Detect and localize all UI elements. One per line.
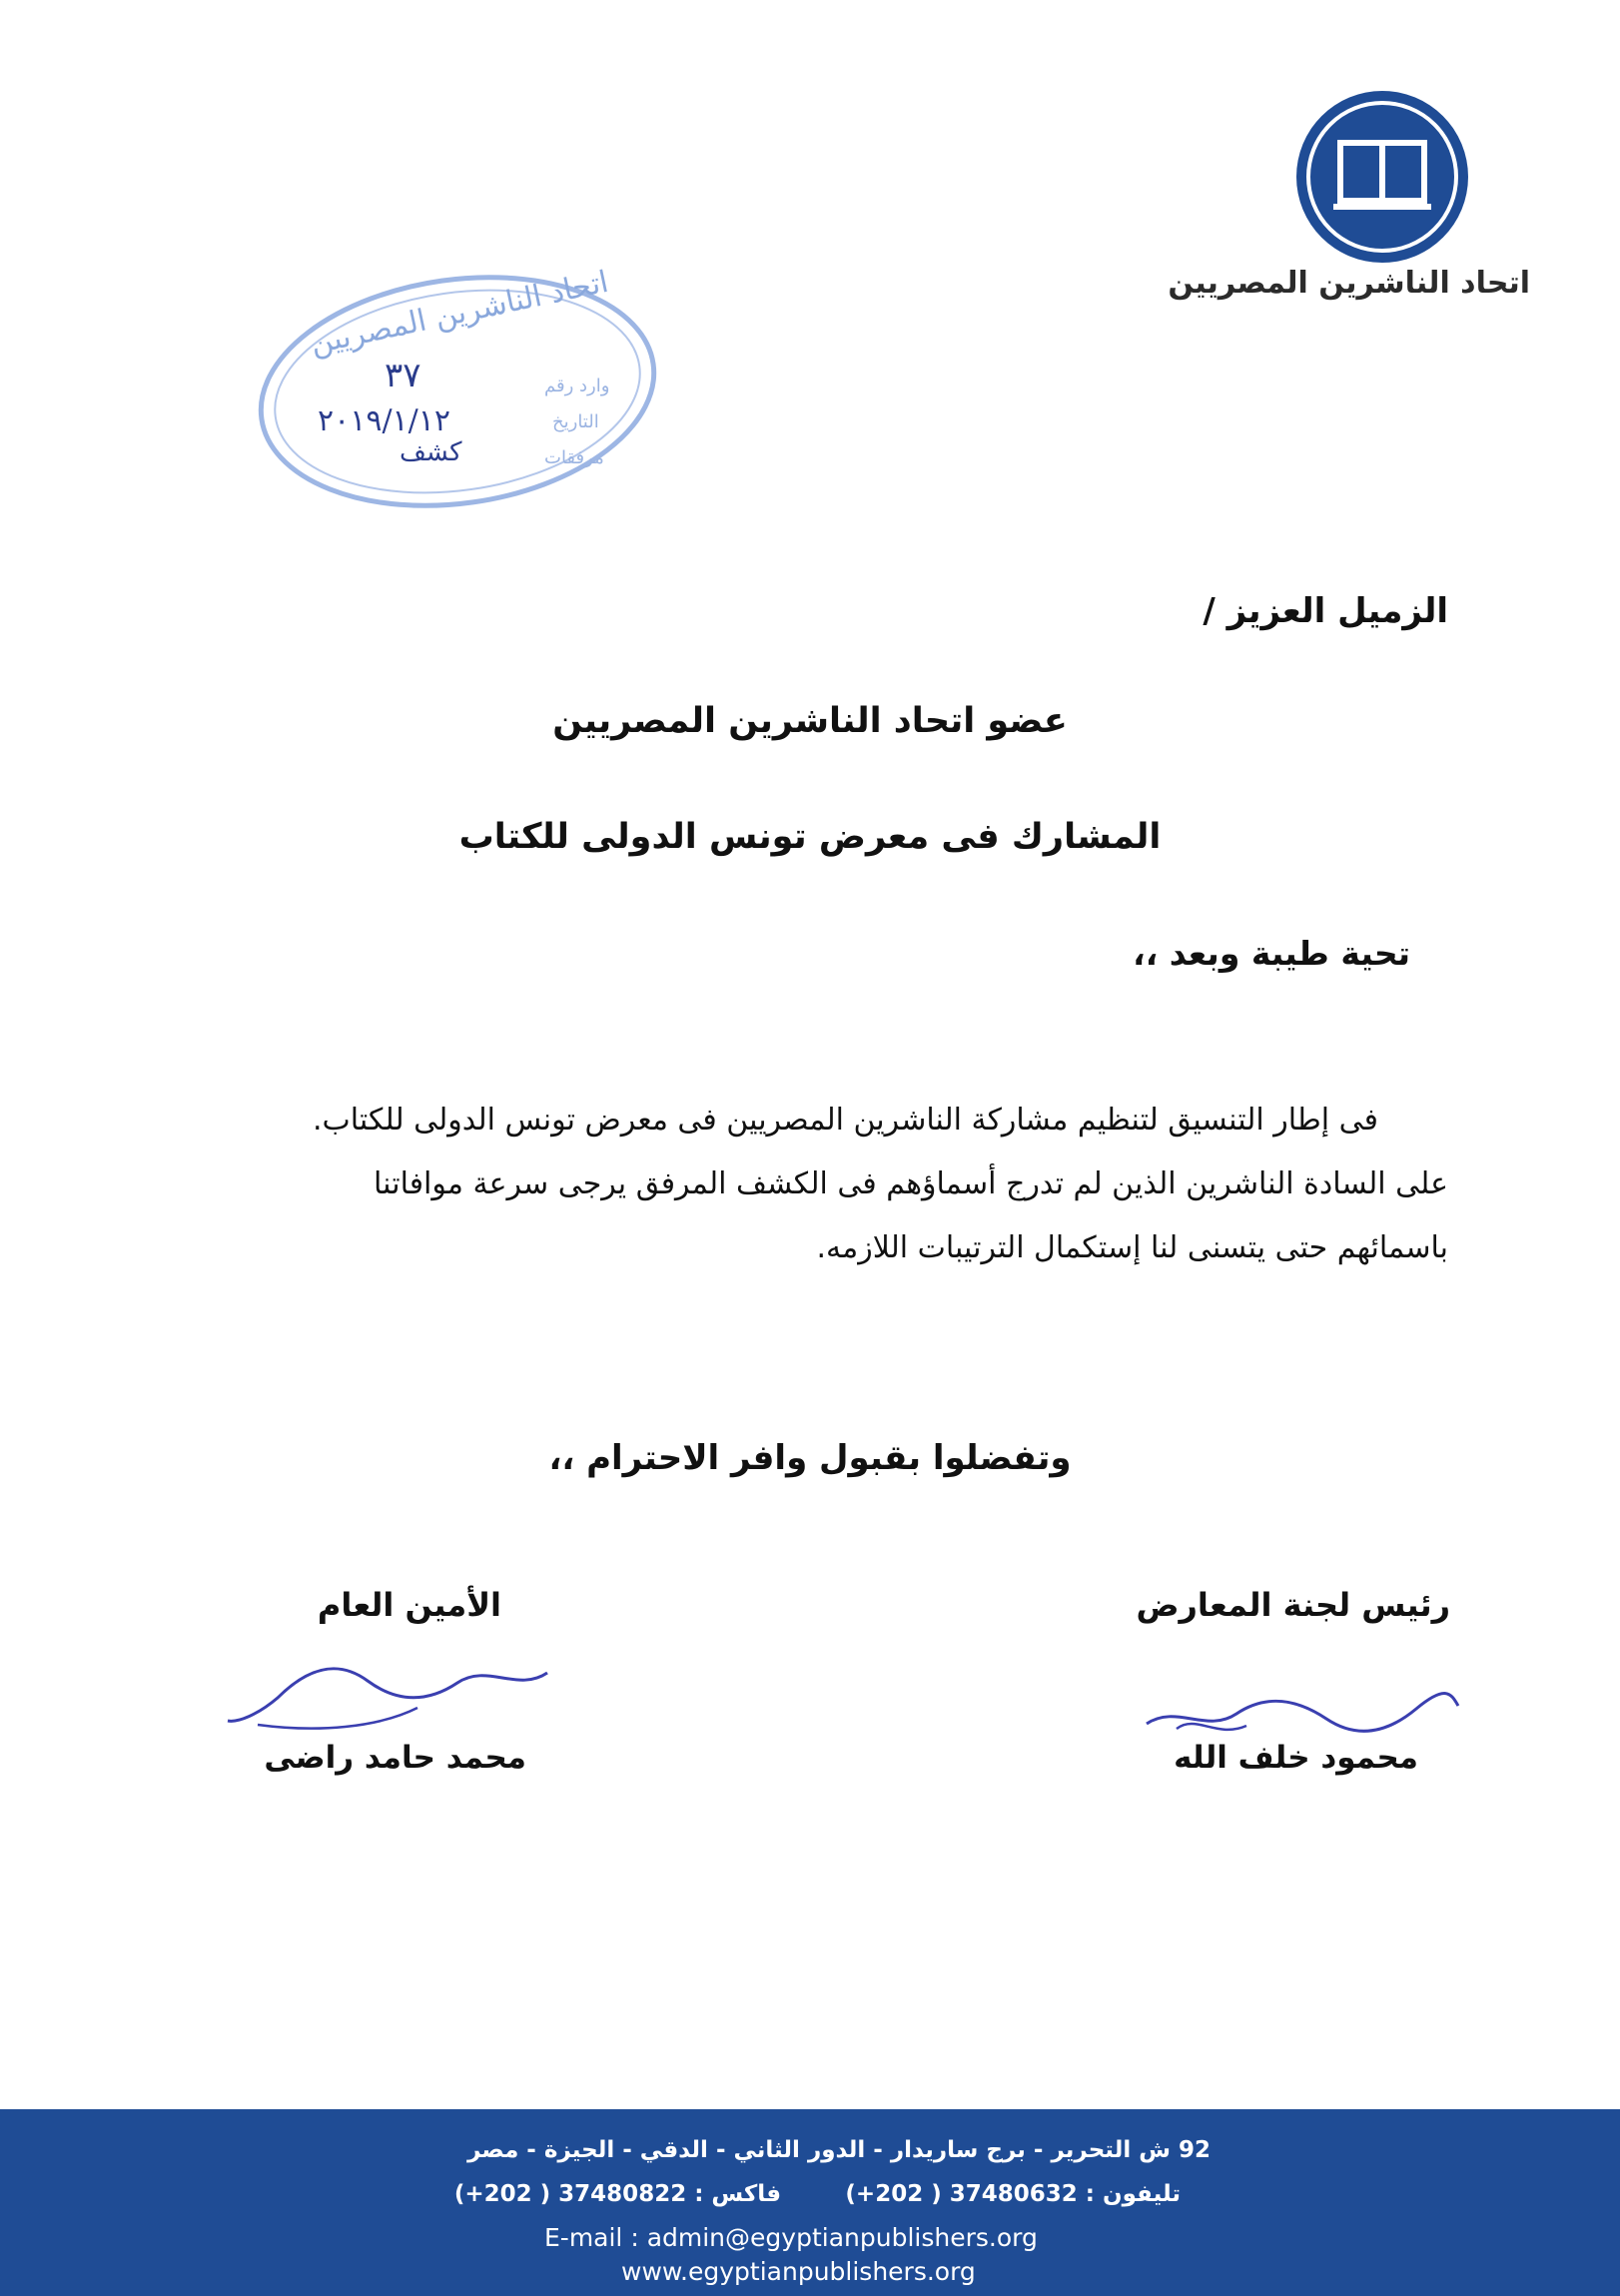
salutation: الزميل العزيز / [1203,591,1448,631]
stamp-number: ٣٧ [385,356,421,395]
signature-left [218,1653,557,1743]
footer-website[interactable]: www.egyptianpublishers.org [621,2257,976,2286]
stamp-attachment-note: كشف [400,437,462,467]
stamp-label-number: وارد رقم [544,376,610,396]
footer-fax: فاكس : 37480822 ( 202+) [453,2181,781,2207]
footer-phone: تليفون : 37480632 ( 202+) [845,2181,1181,2207]
body-line-2: على السادة الناشرين الذين لم تدرج أسماؤهم فى الكشف المرفق يرجى سرعة موافاتنا [374,1166,1448,1201]
org-name: اتحاد الناشرين المصريين [1168,266,1530,301]
closing: وتفضلوا بقبول وافر الاحترام ،، [548,1438,1072,1478]
stamp-label-attachments: مرفقات [544,447,604,468]
secretary-general-name: محمد حامد راضى [264,1740,526,1776]
footer-email[interactable]: E-mail : admin@egyptianpublishers.org [544,2223,1038,2252]
stamp-date: ٢٠١٩/١/١٢ [318,403,451,438]
greeting: تحية طيبة وبعد ،، [1133,934,1410,973]
secretary-general-title: الأمين العام [317,1586,501,1624]
stamp-label-date: التاريخ [552,411,599,432]
open-book-icon [1293,88,1471,266]
recipient-line-1: عضو اتحاد الناشرين المصريين [552,701,1068,741]
exhibitions-committee-name: محمود خلف الله [1174,1740,1418,1776]
exhibitions-committee-title: رئيس لجنة المعارض [1136,1586,1450,1624]
footer-address: 92 ش التحرير - برج ساريدار - الدور الثاني - الدقي - الجيزة - مصر [467,2137,1211,2163]
letter-body [160,1089,1448,1280]
body-line-3: باسمائهم حتى يتسنى لنا إستكمال الترتيبات اللازمه. [816,1230,1448,1265]
body-line-1: فى إطار التنسيق لتنظيم مشاركة الناشرين المصريين فى معرض تونس الدولى للكتاب. [313,1103,1378,1138]
recipient-line-2: المشارك فى معرض تونس الدولى للكتاب [458,817,1162,857]
stamp-org-name: اتحاد الناشرين المصريين [307,264,612,363]
